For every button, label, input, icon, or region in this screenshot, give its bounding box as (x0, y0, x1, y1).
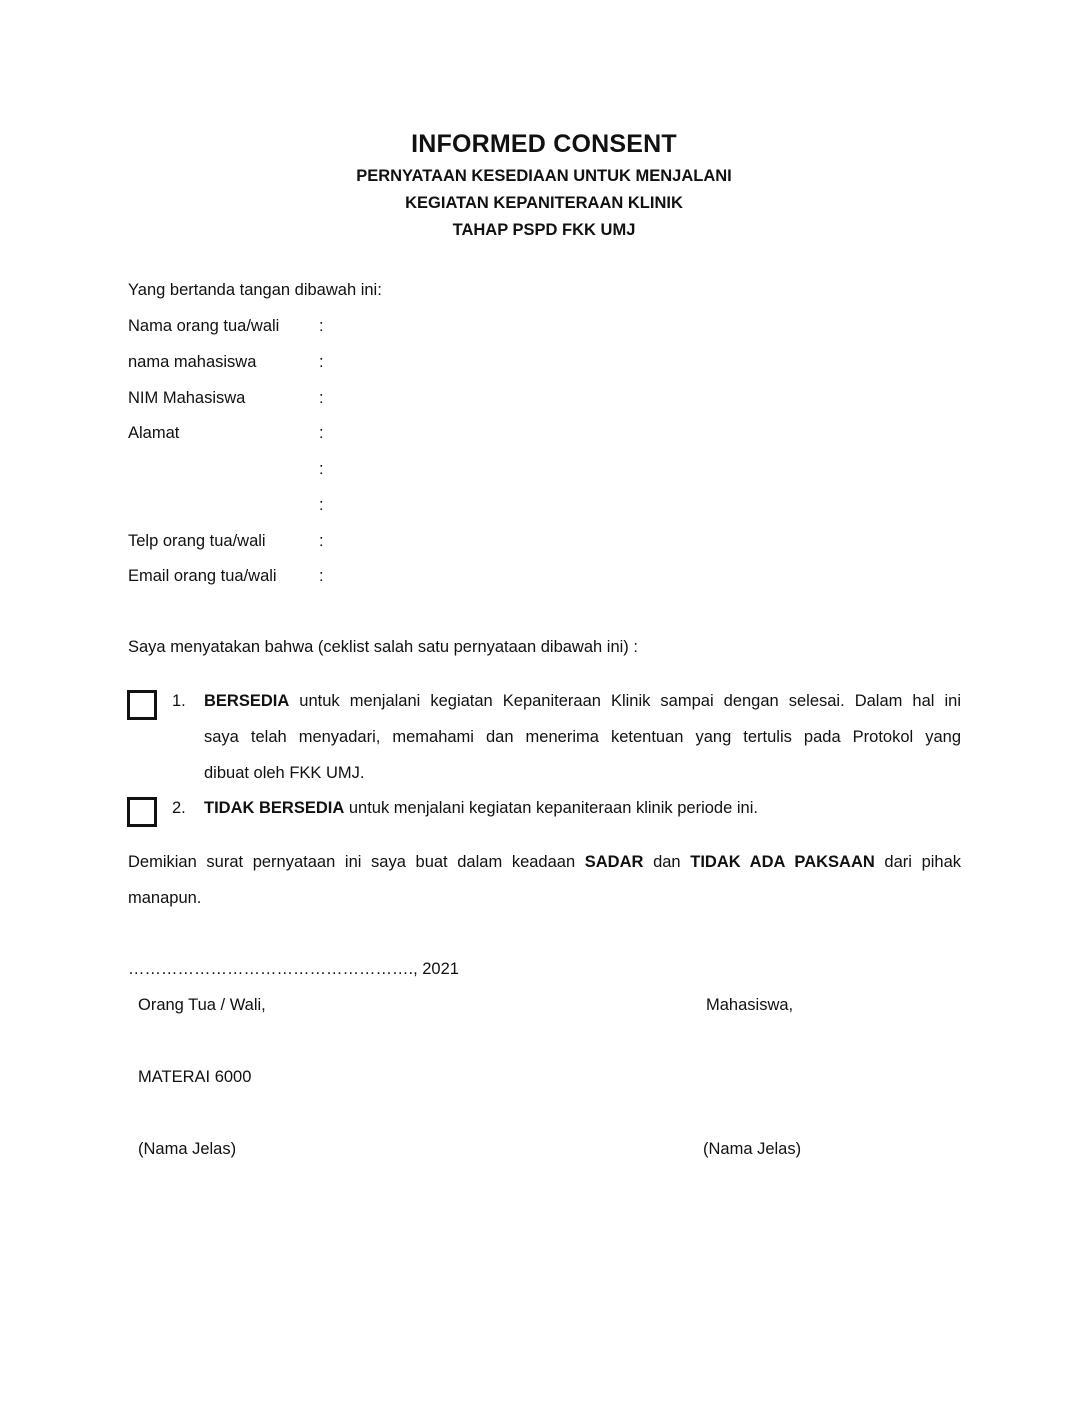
signature-right-role: Mahasiswa, (706, 996, 794, 1014)
closing-line-2: manapun. (128, 889, 202, 907)
option-2-bold: TIDAK BERSEDIA (204, 799, 345, 817)
field-colon-parent-phone[interactable]: : (319, 532, 324, 550)
field-label-address: Alamat (128, 424, 180, 442)
field-colon-address[interactable]: : (319, 424, 324, 442)
closing-bold-sadar: SADAR (584, 853, 644, 871)
signature-left-role: Orang Tua / Wali, (138, 996, 266, 1014)
option-number-1: 1. (172, 692, 186, 710)
option-2-line-1 (204, 799, 961, 818)
document-subtitle-line-3: TAHAP PSPD FKK UMJ (452, 221, 636, 239)
option-2-text: untuk menjalani kegiatan kepaniteraan klinik periode ini. (344, 799, 758, 817)
signature-left-name: (Nama Jelas) (138, 1140, 237, 1158)
option-1-line-1 (204, 692, 961, 711)
signature-right-name: (Nama Jelas) (703, 1140, 802, 1158)
field-label-parent-name: Nama orang tua/wali (128, 317, 280, 335)
checkbox-tidak-bersedia[interactable] (127, 797, 157, 827)
field-colon-address-line-2[interactable]: : (319, 460, 324, 478)
statement-intro: Saya menyatakan bahwa (ceklist salah satu pernyataan dibawah ini) : (128, 638, 638, 656)
document-title: INFORMED CONSENT (411, 130, 677, 158)
document-subtitle-line-1: PERNYATAAN KESEDIAAN UNTUK MENJALANI (356, 167, 732, 185)
field-colon-parent-name[interactable]: : (319, 317, 324, 335)
closing-text-1: Demikian surat pernyataan ini saya buat dalam keadaan (128, 853, 585, 871)
stamp-note: MATERAI 6000 (138, 1068, 252, 1086)
field-label-student-name: nama mahasiswa (128, 353, 257, 371)
closing-bold-tidak-ada-paksaan: TIDAK ADA PAKSAAN (690, 853, 875, 871)
option-1-text: untuk menjalani kegiatan Kepaniteraan Klinik sampai dengan selesai. Dalam hal ini (289, 692, 961, 710)
document-subtitle-line-2: KEGIATAN KEPANITERAAN KLINIK (405, 194, 683, 212)
field-label-student-nim: NIM Mahasiswa (128, 389, 246, 407)
closing-text-3: dari pihak (874, 853, 962, 871)
option-number-2: 2. (172, 799, 186, 817)
field-colon-student-name[interactable]: : (319, 353, 324, 371)
checkbox-bersedia[interactable] (127, 690, 157, 720)
field-colon-address-line-3[interactable]: : (319, 496, 324, 514)
option-1-bold: BERSEDIA (204, 692, 290, 710)
field-label-parent-email: Email orang tua/wali (128, 567, 277, 585)
closing-text-2: dan (643, 853, 691, 871)
field-colon-parent-email[interactable]: : (319, 567, 324, 585)
option-1-line-3: dibuat oleh FKK UMJ. (204, 764, 365, 782)
intro-text: Yang bertanda tangan dibawah ini: (128, 281, 382, 299)
field-colon-student-nim[interactable]: : (319, 389, 324, 407)
closing-line-1 (128, 853, 961, 872)
signature-date-line[interactable]: ……………………………………………., 2021 (128, 960, 459, 978)
option-1-line-2: saya telah menyadari, memahami dan menerima ketentuan yang tertulis pada Protokol yang (204, 728, 961, 746)
field-label-parent-phone: Telp orang tua/wali (128, 532, 266, 550)
